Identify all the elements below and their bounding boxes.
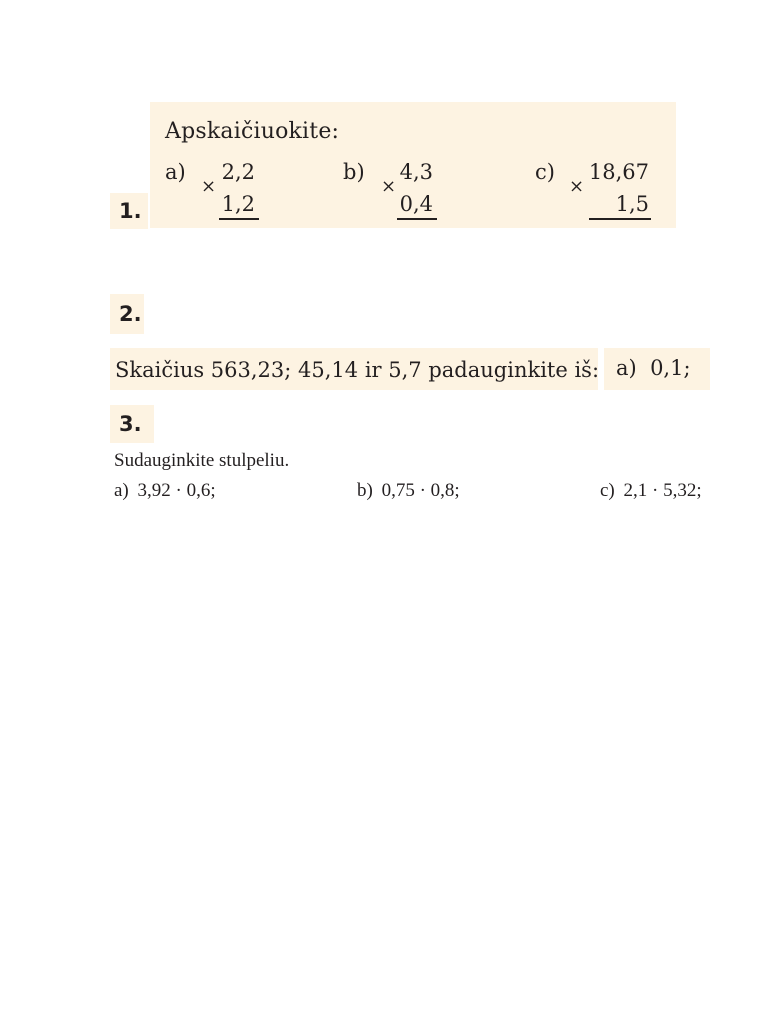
problem-label: c) <box>535 160 555 184</box>
task-1-panel <box>150 102 676 228</box>
task-2-text: Skaičius 563,23; 45,14 ir 5,7 padauginkite iš: <box>115 358 600 382</box>
multiplier: 0,4 <box>399 192 433 216</box>
multiply-sign: × <box>201 176 217 197</box>
multiply-sign: × <box>569 176 585 197</box>
multiplier: 1,5 <box>615 192 649 216</box>
task-1-problem-a <box>165 160 285 222</box>
multiplier: 1,2 <box>221 192 255 216</box>
item-label: c) <box>600 480 615 501</box>
task-2-number-text: 2. <box>119 301 142 326</box>
task-3-instruction: Sudauginkite stulpeliu. <box>114 450 290 471</box>
task-3-item-a <box>114 480 216 502</box>
item-label: b) <box>357 480 373 501</box>
result-line <box>397 218 437 220</box>
task-1-number-text: 1. <box>119 198 142 223</box>
multiplicand: 2,2 <box>221 160 255 184</box>
result-line <box>589 218 651 220</box>
result-line <box>219 218 259 220</box>
task-3-number-text: 3. <box>119 411 142 436</box>
task-1-number <box>110 193 148 229</box>
task-3-number <box>110 405 154 443</box>
task-3-item-b <box>357 480 460 502</box>
multiplicand: 18,67 <box>588 160 649 184</box>
task-1-title: Apskaičiuokite: <box>165 119 340 144</box>
problem-label: a) <box>165 160 186 184</box>
task-3-item-c <box>600 480 702 502</box>
task-2-option-box <box>604 348 710 390</box>
multiplicand: 4,3 <box>399 160 433 184</box>
item-label: a) <box>114 480 129 501</box>
multiply-sign: × <box>381 176 397 197</box>
task-2-number <box>110 294 144 334</box>
item-expression: 2,1 · 5,32; <box>623 480 702 501</box>
item-expression: 0,75 · 0,8; <box>381 480 460 501</box>
item-expression: 3,92 · 0,6; <box>137 480 216 501</box>
task-1-problem-c <box>535 160 675 222</box>
task-2-option-a: a) 0,1; <box>616 356 691 380</box>
problem-label: b) <box>343 160 365 184</box>
task-1-problem-b <box>343 160 463 222</box>
task-2-text-box <box>110 348 598 390</box>
